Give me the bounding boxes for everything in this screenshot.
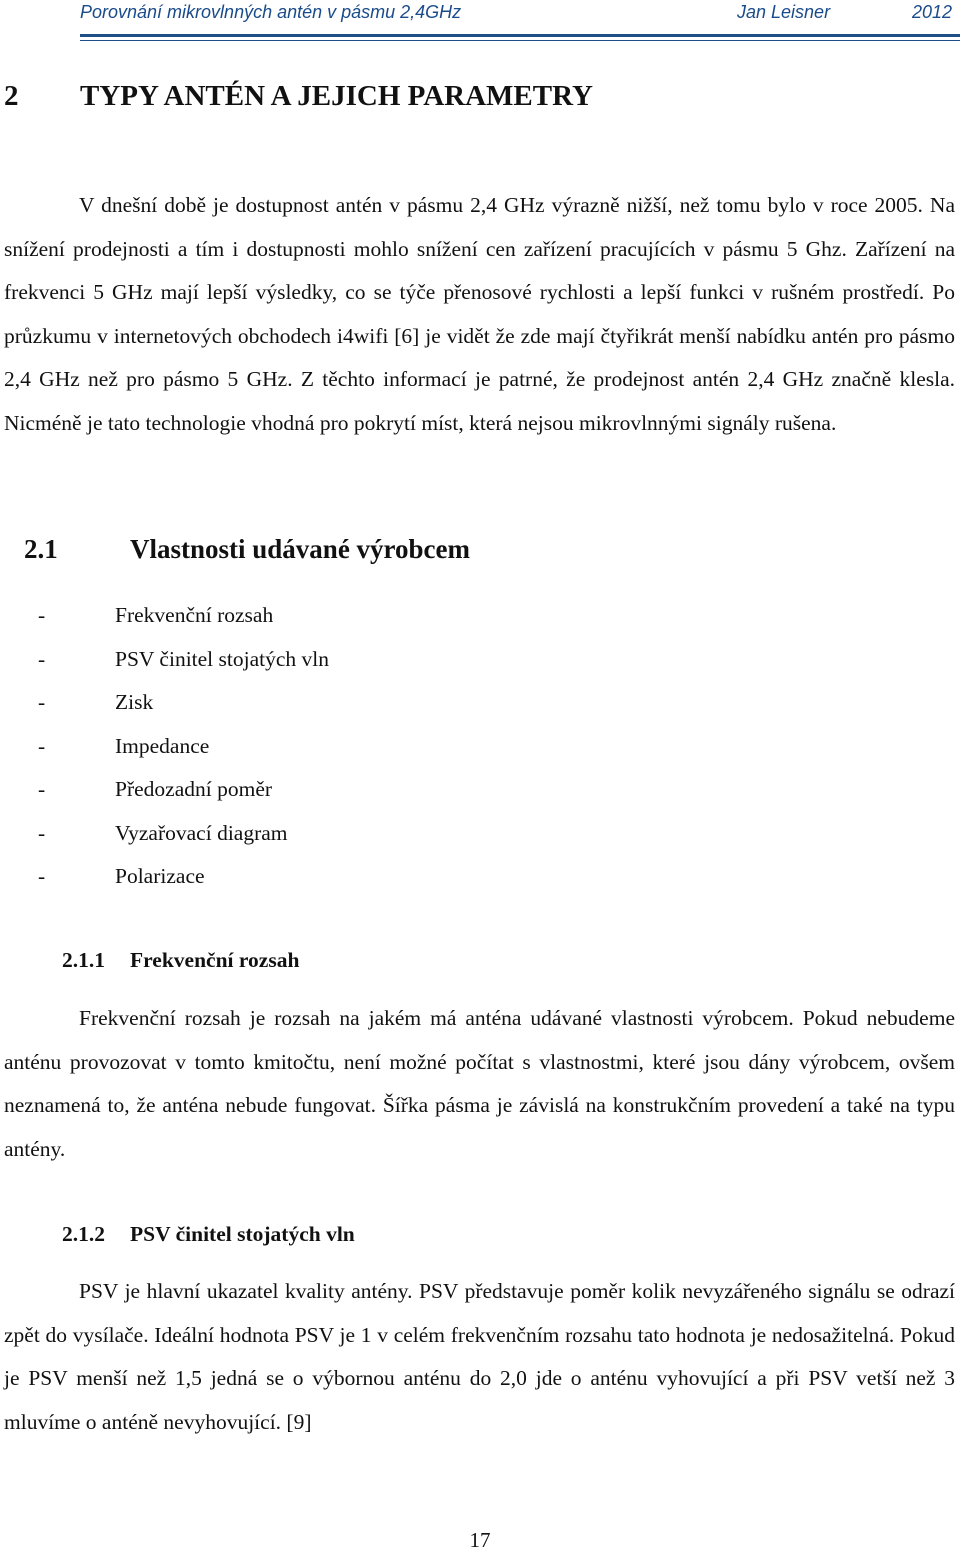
swr-paragraph: PSV je hlavní ukazatel kvality antény. PSV představuje poměr kolik nevyzářeného signálu se odrazí zpět do vysílače. Ideální hodnota PSV je 1 v celém frekvenčním rozsahu tato hodnota je nedosažitelná. Pokud je PSV menší než 1,5 jedná se o výbornou anténu do 2,0 jde o anténu vyhovující a při PSV vetší než 3 mluvíme o anténě nevyhovující. [9] (4, 1279, 955, 1434)
page-header (0, 0, 960, 46)
section-title: Vlastnosti udávané výrobcem (130, 534, 471, 564)
subsection-number: 2.1.1 (62, 948, 105, 972)
list-item-label: Předozadní poměr (115, 777, 273, 801)
subsection-number: 2.1.2 (62, 1222, 105, 1246)
list-bullet: - (38, 646, 46, 671)
subsection-heading-swr (62, 1222, 355, 1247)
header-author: Jan Leisner (737, 2, 831, 22)
chapter-title: TYPY ANTÉN A JEJICH PARAMETRY (80, 80, 593, 112)
list-bullet: - (38, 690, 46, 714)
frequency-paragraph: Frekvenční rozsah je rozsah na jakém má anténa udávané vlastnosti výrobcem. Pokud nebudeme anténu provozovat v tomto kmitočtu, není možné počítat s vlastnostmi, které jsou dány výrobcem, ovšem neznamená to, že anténa nebude fungovat. Šířka pásma je závislá na konstrukčním provedení a také na typu antény. (4, 1006, 955, 1161)
list-item-label: Vyzařovací diagram (115, 820, 288, 845)
list-item-label: Frekvenční rozsah (115, 603, 274, 627)
chapter-intro-paragraph: V dnešní době je dostupnost antén v pásmu 2,4 GHz výrazně nižší, než tomu bylo v roce 2005. Na snížení prodejnosti a tím i dostupnosti mohlo snížení cen zařízení pracujících v pásmu 5 Ghz. Zařízení na frekvenci 5 GHz mají lepší výsledky, co se týče přenosové rychlosti a lepší funkci v rušném prostředí. Po průzkumu v internetových obchodech i4wifi [6] je vidět že zde mají čtyřikrát menší nabídku antén pro pásmo 2,4 GHz než pro pásmo 5 GHz. Z těchto informací je patrné, že prodejnost antén 2,4 GHz značně klesla. Nicméně je tato technologie vhodná pro pokrytí míst, která nejsou mikrovlnnými signály rušena. (4, 193, 955, 435)
list-bullet: - (38, 777, 46, 801)
subsection-heading-frequency (62, 948, 300, 973)
list-item-label: Impedance (115, 733, 210, 758)
list-item-label: Polarizace (115, 864, 205, 888)
list-bullet: - (38, 733, 46, 758)
header-rule-thin (80, 40, 960, 41)
list-bullet: - (38, 603, 46, 627)
list-item-label: PSV činitel stojatých vln (115, 646, 330, 671)
subsection-title: Frekvenční rozsah (130, 948, 300, 972)
list-bullet: - (38, 820, 46, 845)
list-item-label: Zisk (115, 690, 154, 714)
section-heading (24, 534, 471, 565)
chapter-number: 2 (4, 80, 19, 112)
subsection-title: PSV činitel stojatých vln (130, 1222, 355, 1246)
page-number: 17 (469, 1528, 491, 1552)
section-number: 2.1 (24, 534, 58, 564)
list-bullet: - (38, 864, 46, 888)
header-year: 2012 (912, 2, 953, 22)
header-title: Porovnání mikrovlnných antén v pásmu 2,4GHz (80, 2, 462, 22)
header-rule-thick (80, 34, 960, 37)
